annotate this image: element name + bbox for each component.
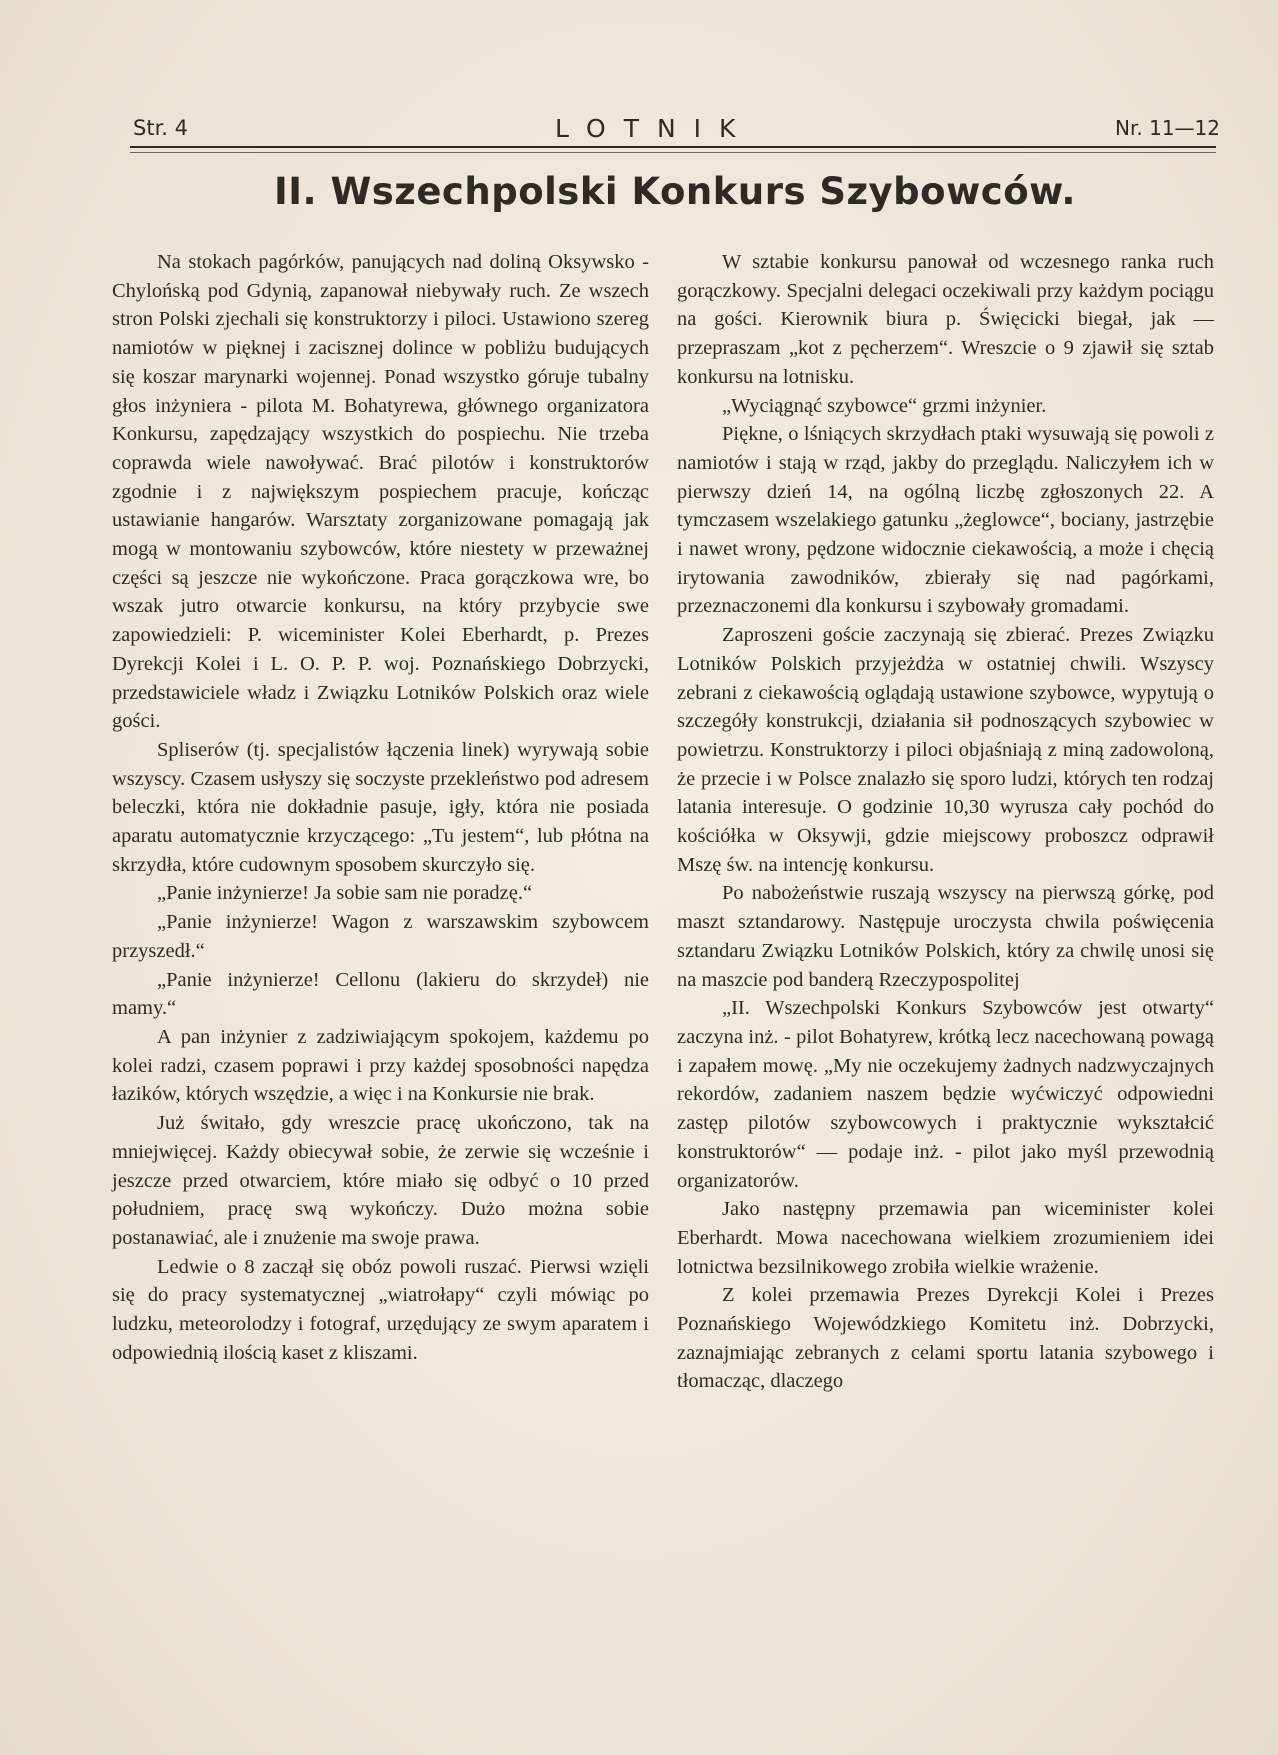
paragraph: „Panie inżynierze! Cellonu (lakieru do skrzydeł) nie mamy.“ bbox=[112, 968, 649, 1020]
journal-title: LOTNIK bbox=[555, 114, 754, 143]
issue-number: Nr. 11—12 bbox=[1115, 116, 1220, 140]
paragraph: Ledwie o 8 zaczął się obóz powoli ruszać. Pierwsi wzięli się do pracy systematycznej „wiatrołapy“ czyli mówiąc po ludzku, meteorolodzy i fotograf, urzędujący ze swym aparatem i odpowiednią ilością kaset z kliszami. bbox=[112, 1255, 649, 1364]
paragraph: Już świtało, gdy wreszcie pracę ukończono, tak na mniejwięcej. Każdy obiecywał sobie, że zerwie się wcześnie i jeszcze przed otwarciem, które miało się odbyć o 10 przed południem, pracę swą wykończy. Dużo można sobie postanawiać, ale i znużenie ma swoje prawa. bbox=[112, 1112, 649, 1249]
article-title: II. Wszechpolski Konkurs Szybowców. bbox=[274, 170, 1076, 213]
left-column bbox=[112, 248, 649, 1367]
paragraph: Po nabożeństwie ruszają wszyscy na pierwszą górkę, pod maszt sztandarowy. Następuje uroczysta chwila poświęcenia sztandaru Związku Lotników Polskich, który za chwilę unosi się na maszcie pod banderą Rzeczypospolitej bbox=[677, 882, 1214, 991]
paragraph: Spliserów (tj. specjalistów łączenia linek) wyrywają sobie wszyscy. Czasem usłyszy się soczyste przekleństwo pod adresem beleczki, która nie dokładnie pasuje, igły, która nie posiada aparatu automatycznie krzyczącego: „Tu jestem“, lub płótna na skrzydła, które cudownym sposobem skurczyło się. bbox=[112, 738, 649, 876]
header-rule-thin bbox=[130, 152, 1216, 153]
paragraph: W sztabie konkursu panował od wczesnego ranka ruch gorączkowy. Specjalni delegaci oczekiwali przy każdym pociągu na gości. Kierownik biura p. Święcicki biegał, jak — przepraszam „kot z pęcherzem“. Wreszcie o 9 zjawił się sztab konkursu na lotnisku. bbox=[677, 251, 1214, 388]
paragraph: Zaproszeni goście zaczynają się zbierać. Prezes Związku Lotników Polskich przyjeżdża w ostatniej chwili. Wszyscy zebrani z ciekawością oglądają ustawione szybowce, wypytują o szczegóły konstrukcji, działania sił podnoszących szybowiec w powietrzu. Konstruktorzy i piloci objaśniają z miną zadowoloną, że przecie i w Polsce znalazło się sporo ludzi, których ten rodzaj latania interesuje. O godzinie 10,30 wyrusza cały pochód do kościółka w Oksywji, gdzie miejscowy proboszcz odprawił Mszę św. na intencję konkursu. bbox=[677, 624, 1214, 876]
paragraph: Na stokach pagórków, panujących nad doliną Oksywsko - Chylońską pod Gdynią, zapanował niebywały ruch. Ze wszech stron Polski zjechali się konstruktorzy i piloci. Ustawiono szereg namiotów w pięknej i zacisznej dolince w pobliżu budujących się koszar marynarki wojennej. Ponad wszystko góruje tubalny głos inżyniera - pilota M. Bohatyrewa, głównego organizatora Konkursu, zapędzający wszystkich do pospiechu. Nie trzeba coprawda wiele nawoływać. Brać pilotów i konstruktorów zgodnie i z największym pospiechem pracuje, kończąc ustawianie hangarów. Warsztaty zorganizowane pomagają jak mogą w montowaniu szybowców, które niestety w przeważnej części są jeszcze nie wykończone. Praca gorączkowa wre, bo wszak jutro otwarcie konkursu, na który przybycie swe zapowiedzieli: P. wiceminister Kolei Eberhardt, p. Prezes Dyrekcji Kolei i L. O. P. P. woj. Poznańskiego Dobrzycki, przedstawiciele władz i Związku Lotników Polskich oraz wiele gości. bbox=[112, 251, 649, 733]
paragraph: „Panie inżynierze! Ja sobie sam nie poradzę.“ bbox=[157, 882, 533, 905]
paragraph: Jako następny przemawia pan wiceminister kolei Eberhardt. Mowa nacechowana wielkiem zrozumieniem idei lotnictwa bezsilnikowego zrobiła wielkie wrażenie. bbox=[677, 1198, 1214, 1278]
right-column bbox=[677, 248, 1214, 1396]
paragraph: „Panie inżynierze! Wagon z warszawskim szybowcem przyszedł.“ bbox=[112, 911, 649, 962]
running-header bbox=[130, 116, 1220, 146]
paragraph: Piękne, o lśniących skrzydłach ptaki wysuwają się powoli z namiotów i stają w rząd, jakby do przeglądu. Naliczyłem ich w pierwszy dzień 14, na ogólną liczbę zgłoszonych 22. A tymczasem wszelakiego gatunku „żeglowce“, bociany, jastrzębie i nawet wrony, pędzone widocznie ciekawością, a może i chęcią irytowania zawodników, zbierały się nad pagórkami, przeznaczonemi dla konkursu i szybowały gromadami. bbox=[677, 423, 1214, 618]
header-rule-thick bbox=[130, 146, 1216, 148]
paragraph: „II. Wszechpolski Konkurs Szybowców jest otwarty“ zaczyna inż. - pilot Bohatyrew, krótką lecz nacechowaną powagą i zapałem mowę. „My nie oczekujemy żadnych nadzwyczajnych rekordów, zadaniem naszem będzie wyćwiczyć odpowiedni zastęp pilotów szybowcowych i praktycznie wykształcić konstruktorów“ — podaje inż. - pilot jako myśl przewodnią organizatorów. bbox=[677, 997, 1214, 1192]
paragraph: A pan inżynier z zadziwiającym spokojem, każdemu po kolei radzi, czasem poprawi i przy każdej sposobności napędza łazików, których wszędzie, a więc i na Konkursie nie brak. bbox=[112, 1025, 649, 1106]
page-number: Str. 4 bbox=[133, 116, 188, 140]
paragraph: „Wyciągnąć szybowce“ grzmi inżynier. bbox=[722, 394, 1047, 417]
paragraph: Z kolei przemawia Prezes Dyrekcji Kolei i Prezes Poznańskiego Wojewódzkiego Komitetu inż. Dobrzycki, zaznajmiając zebranych z celami sportu latania szybowego i tłomacząc, dlaczego bbox=[677, 1284, 1214, 1393]
